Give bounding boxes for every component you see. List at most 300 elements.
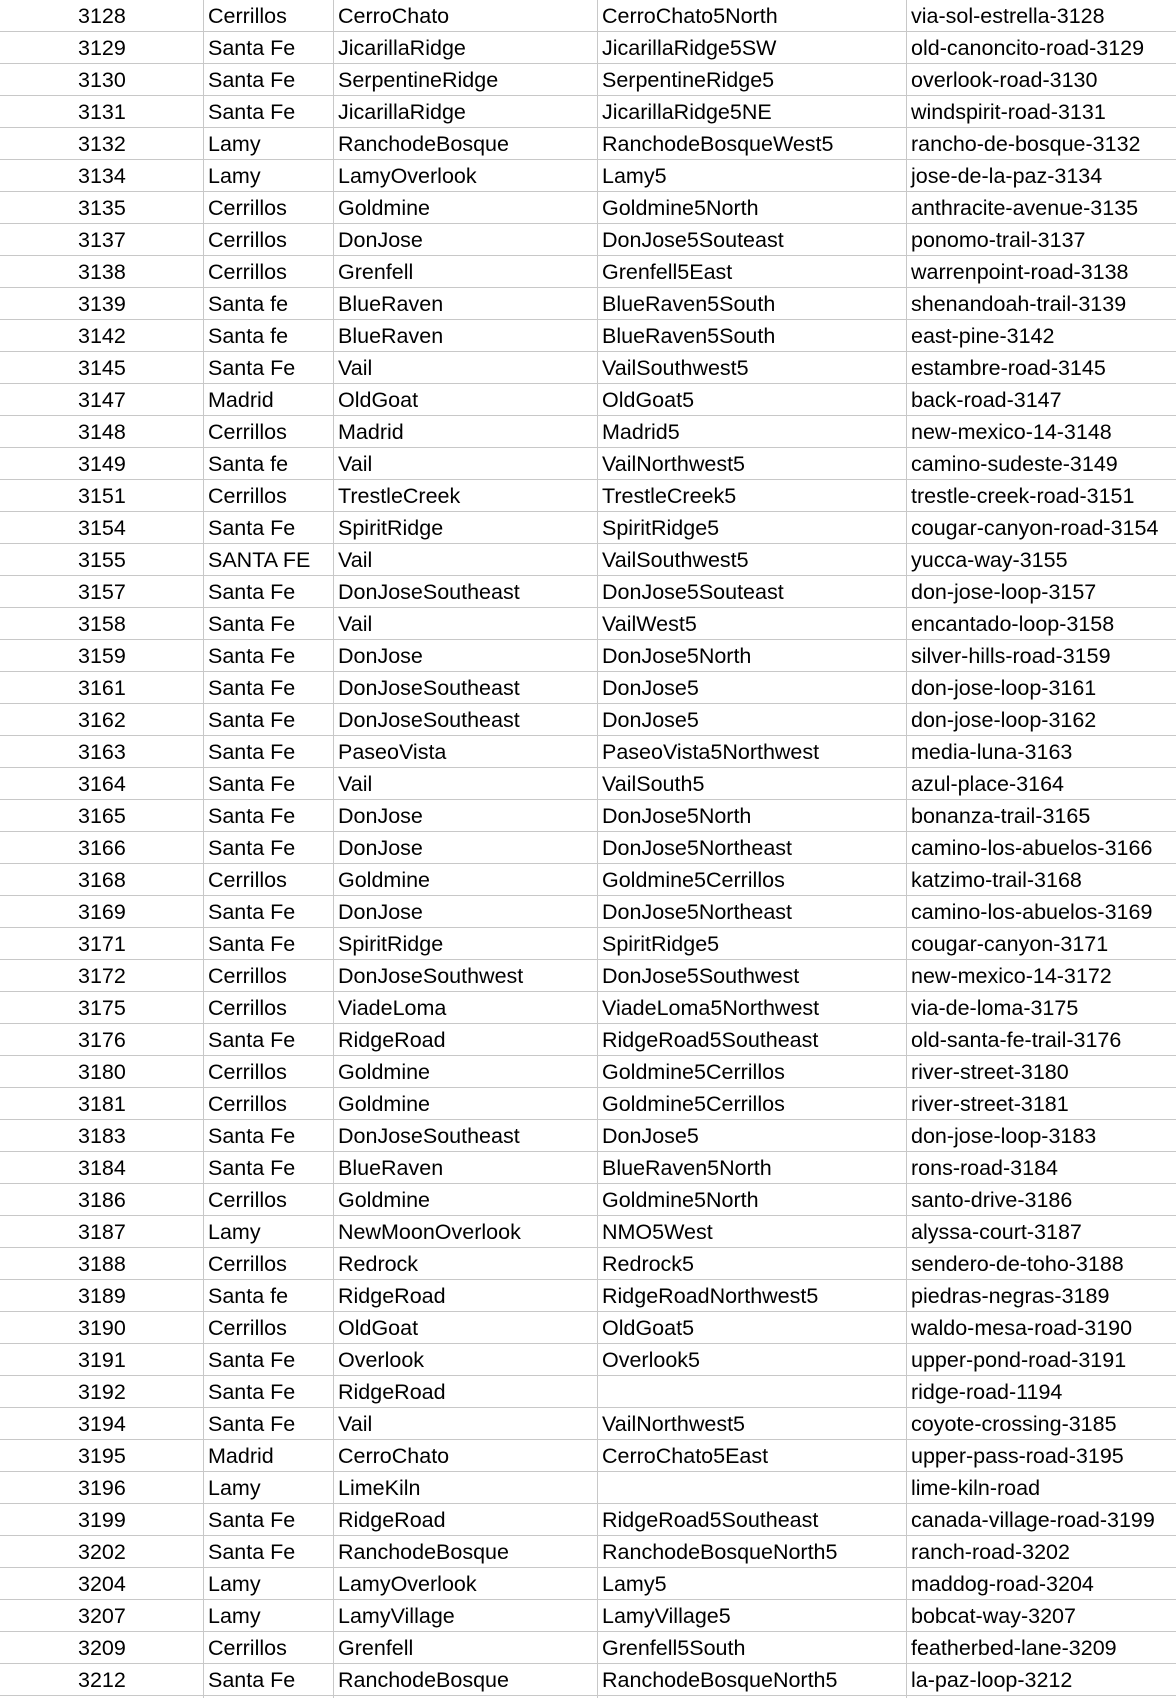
cell-id[interactable]: 3131 bbox=[78, 100, 126, 124]
cell-id[interactable]: 3158 bbox=[78, 612, 126, 636]
cell-address[interactable]: yucca-way-3155 bbox=[911, 548, 1068, 572]
cell-id[interactable]: 3161 bbox=[78, 676, 126, 700]
cell-id[interactable]: 3199 bbox=[78, 1508, 126, 1532]
cell-id[interactable]: 3157 bbox=[78, 580, 126, 604]
cell-address[interactable]: river-street-3181 bbox=[911, 1092, 1069, 1116]
cell-area[interactable]: DonJoseSoutheast bbox=[338, 1124, 520, 1148]
cell-area[interactable]: Overlook bbox=[338, 1348, 425, 1372]
cell-city[interactable]: Cerrillos bbox=[208, 228, 287, 252]
cell-city[interactable]: Madrid bbox=[208, 388, 274, 412]
cell-area[interactable]: JicarillaRidge bbox=[338, 36, 466, 60]
cell-zone[interactable]: NMO5West bbox=[602, 1220, 713, 1244]
cell-area[interactable]: SerpentineRidge bbox=[338, 68, 499, 92]
cell-city[interactable]: Santa Fe bbox=[208, 612, 296, 636]
cell-area[interactable]: RanchodeBosque bbox=[338, 132, 509, 156]
cell-zone[interactable]: LamyVillage5 bbox=[602, 1604, 731, 1628]
cell-address[interactable]: upper-pond-road-3191 bbox=[911, 1348, 1127, 1372]
table-row bbox=[0, 288, 1176, 320]
table-row bbox=[0, 544, 1176, 576]
cell-zone[interactable]: BlueRaven5South bbox=[602, 292, 776, 316]
cell-zone[interactable]: VailNorthwest5 bbox=[602, 452, 745, 476]
cell-city[interactable]: Santa Fe bbox=[208, 1156, 296, 1180]
cell-area[interactable]: Redrock bbox=[338, 1252, 419, 1276]
table-row bbox=[0, 704, 1176, 736]
cell-id[interactable]: 3139 bbox=[78, 292, 126, 316]
cell-area[interactable]: OldGoat bbox=[338, 1316, 419, 1340]
cell-address[interactable]: media-luna-3163 bbox=[911, 740, 1073, 764]
cell-address[interactable]: old-canoncito-road-3129 bbox=[911, 36, 1145, 60]
cell-area[interactable]: DonJose bbox=[338, 644, 423, 668]
cell-zone[interactable]: ViadeLoma5Northwest bbox=[602, 996, 820, 1020]
cell-area[interactable]: Vail bbox=[338, 548, 373, 572]
cell-id[interactable]: 3147 bbox=[78, 388, 126, 412]
table-row bbox=[0, 512, 1176, 544]
cell-zone[interactable]: DonJose5Northeast bbox=[602, 900, 793, 924]
cell-id[interactable]: 3175 bbox=[78, 996, 126, 1020]
cell-address[interactable]: don-jose-loop-3161 bbox=[911, 676, 1097, 700]
cell-city[interactable]: Cerrillos bbox=[208, 260, 287, 284]
cell-area[interactable]: CerroChato bbox=[338, 4, 450, 28]
cell-zone[interactable]: SerpentineRidge5 bbox=[602, 68, 775, 92]
cell-zone[interactable]: VailSouthwest5 bbox=[602, 548, 749, 572]
cell-city[interactable]: Santa Fe bbox=[208, 516, 296, 540]
cell-address[interactable]: jose-de-la-paz-3134 bbox=[911, 164, 1103, 188]
cell-zone[interactable]: Goldmine5North bbox=[602, 1188, 759, 1212]
cell-address[interactable]: ranch-road-3202 bbox=[911, 1540, 1070, 1564]
cell-address[interactable]: bobcat-way-3207 bbox=[911, 1604, 1076, 1628]
cell-city[interactable]: Santa Fe bbox=[208, 580, 296, 604]
cell-address[interactable]: maddog-road-3204 bbox=[911, 1572, 1094, 1596]
cell-area[interactable]: DonJoseSoutheast bbox=[338, 580, 520, 604]
cell-zone[interactable]: Goldmine5North bbox=[602, 196, 759, 220]
cell-area[interactable]: NewMoonOverlook bbox=[338, 1220, 521, 1244]
table-row bbox=[0, 896, 1176, 928]
cell-city[interactable]: Lamy bbox=[208, 1604, 261, 1628]
cell-address[interactable]: piedras-negras-3189 bbox=[911, 1284, 1110, 1308]
cell-area[interactable]: BlueRaven bbox=[338, 292, 444, 316]
cell-city[interactable]: Santa Fe bbox=[208, 1348, 296, 1372]
cell-zone[interactable]: Grenfell5South bbox=[602, 1636, 746, 1660]
cell-zone[interactable]: SpiritRidge5 bbox=[602, 932, 720, 956]
cell-area[interactable]: LamyOverlook bbox=[338, 164, 477, 188]
cell-id[interactable]: 3192 bbox=[78, 1380, 126, 1404]
cell-area[interactable]: LamyOverlook bbox=[338, 1572, 477, 1596]
cell-zone[interactable]: DonJose5 bbox=[602, 1124, 699, 1148]
cell-address[interactable]: camino-los-abuelos-3166 bbox=[911, 836, 1153, 860]
cell-zone[interactable]: BlueRaven5North bbox=[602, 1156, 772, 1180]
table-row bbox=[0, 1120, 1176, 1152]
table-row bbox=[0, 160, 1176, 192]
cell-area[interactable]: DonJose bbox=[338, 900, 423, 924]
cell-area[interactable]: Goldmine bbox=[338, 1188, 431, 1212]
cell-area[interactable]: LimeKiln bbox=[338, 1476, 421, 1500]
cell-address[interactable]: alyssa-court-3187 bbox=[911, 1220, 1082, 1244]
cell-area[interactable]: RidgeRoad bbox=[338, 1508, 446, 1532]
cell-id[interactable]: 3209 bbox=[78, 1636, 126, 1660]
table-row bbox=[0, 800, 1176, 832]
cell-area[interactable]: Vail bbox=[338, 772, 373, 796]
cell-zone[interactable]: Lamy5 bbox=[602, 164, 667, 188]
cell-id[interactable]: 3159 bbox=[78, 644, 126, 668]
cell-zone[interactable]: Goldmine5Cerrillos bbox=[602, 868, 785, 892]
cell-address[interactable]: bonanza-trail-3165 bbox=[911, 804, 1091, 828]
cell-area[interactable]: Vail bbox=[338, 612, 373, 636]
cell-id[interactable]: 3142 bbox=[78, 324, 126, 348]
cell-city[interactable]: Santa Fe bbox=[208, 1124, 296, 1148]
cell-area[interactable]: ViadeLoma bbox=[338, 996, 447, 1020]
cell-id[interactable]: 3183 bbox=[78, 1124, 126, 1148]
cell-zone[interactable]: Madrid5 bbox=[602, 420, 680, 444]
cell-id[interactable]: 3151 bbox=[78, 484, 126, 508]
cell-city[interactable]: Cerrillos bbox=[208, 4, 287, 28]
cell-address[interactable]: encantado-loop-3158 bbox=[911, 612, 1115, 636]
cell-id[interactable]: 3129 bbox=[78, 36, 126, 60]
cell-area[interactable]: RidgeRoad bbox=[338, 1284, 446, 1308]
cell-city[interactable]: Santa Fe bbox=[208, 708, 296, 732]
cell-id[interactable]: 3202 bbox=[78, 1540, 126, 1564]
cell-city[interactable]: Santa Fe bbox=[208, 36, 296, 60]
table-row bbox=[0, 736, 1176, 768]
cell-area[interactable]: Madrid bbox=[338, 420, 404, 444]
cell-area[interactable]: RidgeRoad bbox=[338, 1028, 446, 1052]
cell-address[interactable]: santo-drive-3186 bbox=[911, 1188, 1073, 1212]
cell-area[interactable]: RanchodeBosque bbox=[338, 1668, 509, 1692]
cell-address[interactable]: shenandoah-trail-3139 bbox=[911, 292, 1127, 316]
cell-zone[interactable]: OldGoat5 bbox=[602, 1316, 695, 1340]
table-row bbox=[0, 1344, 1176, 1376]
cell-city[interactable]: Cerrillos bbox=[208, 1060, 287, 1084]
cell-address[interactable]: ridge-road-1194 bbox=[911, 1380, 1063, 1404]
table-row bbox=[0, 1440, 1176, 1472]
cell-id[interactable]: 3137 bbox=[78, 228, 126, 252]
cell-city[interactable]: Cerrillos bbox=[208, 1188, 287, 1212]
cell-id[interactable]: 3149 bbox=[78, 452, 126, 476]
table-row bbox=[0, 0, 1176, 32]
cell-id[interactable]: 3194 bbox=[78, 1412, 126, 1436]
cell-address[interactable]: don-jose-loop-3183 bbox=[911, 1124, 1097, 1148]
cell-id[interactable]: 3166 bbox=[78, 836, 126, 860]
cell-city[interactable]: Santa fe bbox=[208, 1284, 289, 1308]
cell-area[interactable]: CerroChato bbox=[338, 1444, 450, 1468]
cell-city[interactable]: Madrid bbox=[208, 1444, 274, 1468]
cell-area[interactable]: BlueRaven bbox=[338, 1156, 444, 1180]
cell-area[interactable]: RidgeRoad bbox=[338, 1380, 446, 1404]
cell-id[interactable]: 3145 bbox=[78, 356, 126, 380]
cell-area[interactable]: Goldmine bbox=[338, 1060, 431, 1084]
cell-city[interactable]: Cerrillos bbox=[208, 196, 287, 220]
table-row bbox=[0, 480, 1176, 512]
cell-id[interactable]: 3188 bbox=[78, 1252, 126, 1276]
cell-zone[interactable]: Grenfell5East bbox=[602, 260, 733, 284]
cell-area[interactable]: Goldmine bbox=[338, 196, 431, 220]
cell-zone[interactable]: DonJose5Northeast bbox=[602, 836, 793, 860]
cell-city[interactable]: Santa Fe bbox=[208, 1540, 296, 1564]
cell-address[interactable]: ponomo-trail-3137 bbox=[911, 228, 1086, 252]
cell-zone[interactable]: DonJose5 bbox=[602, 676, 699, 700]
cell-zone[interactable]: CerroChato5North bbox=[602, 4, 778, 28]
cell-id[interactable]: 3190 bbox=[78, 1316, 126, 1340]
cell-city[interactable]: Lamy bbox=[208, 1220, 261, 1244]
cell-zone[interactable]: TrestleCreek5 bbox=[602, 484, 737, 508]
cell-city[interactable]: Santa Fe bbox=[208, 740, 296, 764]
cell-address[interactable]: coyote-crossing-3185 bbox=[911, 1412, 1117, 1436]
cell-address[interactable]: via-de-loma-3175 bbox=[911, 996, 1079, 1020]
cell-zone[interactable]: CerroChato5East bbox=[602, 1444, 769, 1468]
cell-area[interactable]: SpiritRidge bbox=[338, 932, 444, 956]
cell-city[interactable]: Lamy bbox=[208, 164, 261, 188]
cell-id[interactable]: 3181 bbox=[78, 1092, 126, 1116]
cell-city[interactable]: Santa Fe bbox=[208, 1412, 296, 1436]
cell-area[interactable]: BlueRaven bbox=[338, 324, 444, 348]
cell-address[interactable]: east-pine-3142 bbox=[911, 324, 1055, 348]
cell-zone[interactable]: VailSouthwest5 bbox=[602, 356, 749, 380]
cell-zone[interactable]: DonJose5North bbox=[602, 644, 752, 668]
cell-area[interactable]: OldGoat bbox=[338, 388, 419, 412]
cell-address[interactable]: cougar-canyon-3171 bbox=[911, 932, 1109, 956]
cell-id[interactable]: 3163 bbox=[78, 740, 126, 764]
cell-zone[interactable]: SpiritRidge5 bbox=[602, 516, 720, 540]
cell-zone[interactable]: Overlook5 bbox=[602, 1348, 700, 1372]
table-row bbox=[0, 1568, 1176, 1600]
cell-area[interactable]: PaseoVista bbox=[338, 740, 447, 764]
cell-zone[interactable]: DonJose5North bbox=[602, 804, 752, 828]
cell-id[interactable]: 3169 bbox=[78, 900, 126, 924]
cell-city[interactable]: Santa Fe bbox=[208, 1508, 296, 1532]
table-row bbox=[0, 1024, 1176, 1056]
cell-city[interactable]: Santa Fe bbox=[208, 804, 296, 828]
cell-zone[interactable]: BlueRaven5South bbox=[602, 324, 776, 348]
cell-address[interactable]: overlook-road-3130 bbox=[911, 68, 1098, 92]
cell-area[interactable]: DonJoseSoutheast bbox=[338, 708, 520, 732]
cell-zone[interactable]: DonJose5 bbox=[602, 708, 699, 732]
cell-city[interactable]: Cerrillos bbox=[208, 484, 287, 508]
cell-zone[interactable]: RidgeRoad5Southeast bbox=[602, 1508, 819, 1532]
cell-id[interactable]: 3171 bbox=[78, 932, 126, 956]
cell-area[interactable]: LamyVillage bbox=[338, 1604, 455, 1628]
table-row bbox=[0, 864, 1176, 896]
table-row bbox=[0, 1664, 1176, 1696]
cell-id[interactable]: 3168 bbox=[78, 868, 126, 892]
cell-area[interactable]: Grenfell bbox=[338, 1636, 414, 1660]
cell-id[interactable]: 3184 bbox=[78, 1156, 126, 1180]
cell-area[interactable]: Vail bbox=[338, 1412, 373, 1436]
cell-city[interactable]: Santa Fe bbox=[208, 356, 296, 380]
cell-area[interactable]: RanchodeBosque bbox=[338, 1540, 509, 1564]
cell-address[interactable]: cougar-canyon-road-3154 bbox=[911, 516, 1159, 540]
cell-address[interactable]: rancho-de-bosque-3132 bbox=[911, 132, 1141, 156]
cell-id[interactable]: 3212 bbox=[78, 1668, 126, 1692]
cell-area[interactable]: Goldmine bbox=[338, 868, 431, 892]
table-row bbox=[0, 96, 1176, 128]
cell-area[interactable]: DonJose bbox=[338, 804, 423, 828]
cell-zone[interactable]: VailSouth5 bbox=[602, 772, 705, 796]
table-row bbox=[0, 1376, 1176, 1408]
cell-address[interactable]: don-jose-loop-3162 bbox=[911, 708, 1097, 732]
cell-city[interactable]: SANTA FE bbox=[208, 548, 311, 572]
cell-id[interactable]: 3130 bbox=[78, 68, 126, 92]
table-row bbox=[0, 608, 1176, 640]
cell-area[interactable]: TrestleCreek bbox=[338, 484, 461, 508]
cell-city[interactable]: Santa fe bbox=[208, 292, 289, 316]
cell-zone[interactable]: RanchodeBosqueNorth5 bbox=[602, 1540, 838, 1564]
cell-city[interactable]: Santa Fe bbox=[208, 1028, 296, 1052]
table-row bbox=[0, 256, 1176, 288]
cell-area[interactable]: Goldmine bbox=[338, 1092, 431, 1116]
cell-area[interactable]: JicarillaRidge bbox=[338, 100, 466, 124]
cell-id[interactable]: 3189 bbox=[78, 1284, 126, 1308]
table-row bbox=[0, 1408, 1176, 1440]
cell-area[interactable]: DonJose bbox=[338, 228, 423, 252]
cell-area[interactable]: DonJose bbox=[338, 836, 423, 860]
cell-address[interactable]: anthracite-avenue-3135 bbox=[911, 196, 1139, 220]
cell-id[interactable]: 3164 bbox=[78, 772, 126, 796]
cell-city[interactable]: Cerrillos bbox=[208, 1636, 287, 1660]
cell-id[interactable]: 3128 bbox=[78, 4, 126, 28]
table-row bbox=[0, 1184, 1176, 1216]
cell-id[interactable]: 3172 bbox=[78, 964, 126, 988]
cell-city[interactable]: Santa Fe bbox=[208, 100, 296, 124]
cell-id[interactable]: 3196 bbox=[78, 1476, 126, 1500]
table-row bbox=[0, 1152, 1176, 1184]
cell-id[interactable]: 3176 bbox=[78, 1028, 126, 1052]
table-row bbox=[0, 1216, 1176, 1248]
cell-city[interactable]: Santa Fe bbox=[208, 1668, 296, 1692]
table-row bbox=[0, 640, 1176, 672]
cell-zone[interactable] bbox=[597, 1472, 906, 1504]
cell-address[interactable]: featherbed-lane-3209 bbox=[911, 1636, 1117, 1660]
cell-zone[interactable]: Goldmine5Cerrillos bbox=[602, 1060, 785, 1084]
table-row bbox=[0, 1632, 1176, 1664]
cell-area[interactable]: DonJoseSouthwest bbox=[338, 964, 524, 988]
cell-address[interactable]: camino-sudeste-3149 bbox=[911, 452, 1118, 476]
cell-id[interactable]: 3162 bbox=[78, 708, 126, 732]
cell-address[interactable]: upper-pass-road-3195 bbox=[911, 1444, 1124, 1468]
cell-area[interactable]: DonJoseSoutheast bbox=[338, 676, 520, 700]
cell-city[interactable]: Santa Fe bbox=[208, 932, 296, 956]
cell-city[interactable]: Santa fe bbox=[208, 452, 289, 476]
cell-address[interactable]: new-mexico-14-3172 bbox=[911, 964, 1112, 988]
cell-address[interactable]: rons-road-3184 bbox=[911, 1156, 1059, 1180]
cell-id[interactable]: 3207 bbox=[78, 1604, 126, 1628]
cell-zone[interactable]: DonJose5Souteast bbox=[602, 228, 784, 252]
cell-address[interactable]: don-jose-loop-3157 bbox=[911, 580, 1097, 604]
cell-address[interactable]: trestle-creek-road-3151 bbox=[911, 484, 1135, 508]
cell-id[interactable]: 3138 bbox=[78, 260, 126, 284]
cell-zone[interactable]: RanchodeBosqueNorth5 bbox=[602, 1668, 838, 1692]
table-row bbox=[0, 1536, 1176, 1568]
cell-id[interactable]: 3155 bbox=[78, 548, 126, 572]
cell-zone[interactable]: DonJose5Souteast bbox=[602, 580, 784, 604]
cell-area[interactable]: Grenfell bbox=[338, 260, 414, 284]
cell-city[interactable]: Santa fe bbox=[208, 324, 289, 348]
cell-city[interactable]: Cerrillos bbox=[208, 868, 287, 892]
cell-address[interactable]: lime-kiln-road bbox=[911, 1476, 1041, 1500]
cell-address[interactable]: canada-village-road-3199 bbox=[911, 1508, 1155, 1532]
cell-id[interactable]: 3186 bbox=[78, 1188, 126, 1212]
cell-city[interactable]: Lamy bbox=[208, 1476, 261, 1500]
cell-id[interactable]: 3154 bbox=[78, 516, 126, 540]
cell-city[interactable]: Santa Fe bbox=[208, 900, 296, 924]
cell-address[interactable]: river-street-3180 bbox=[911, 1060, 1069, 1084]
cell-city[interactable]: Cerrillos bbox=[208, 1092, 287, 1116]
cell-zone[interactable]: OldGoat5 bbox=[602, 388, 695, 412]
cell-city[interactable]: Santa Fe bbox=[208, 1380, 296, 1404]
cell-city[interactable]: Santa Fe bbox=[208, 68, 296, 92]
table-row bbox=[0, 1312, 1176, 1344]
cell-address[interactable]: estambre-road-3145 bbox=[911, 356, 1106, 380]
cell-address[interactable]: katzimo-trail-3168 bbox=[911, 868, 1082, 892]
cell-id[interactable]: 3204 bbox=[78, 1572, 126, 1596]
cell-address[interactable]: waldo-mesa-road-3190 bbox=[911, 1316, 1133, 1340]
cell-id[interactable]: 3180 bbox=[78, 1060, 126, 1084]
cell-address[interactable]: old-santa-fe-trail-3176 bbox=[911, 1028, 1122, 1052]
cell-zone[interactable]: Redrock5 bbox=[602, 1252, 695, 1276]
table-row bbox=[0, 448, 1176, 480]
cell-zone[interactable]: RidgeRoadNorthwest5 bbox=[602, 1284, 819, 1308]
cell-id[interactable]: 3191 bbox=[78, 1348, 126, 1372]
cell-city[interactable]: Lamy bbox=[208, 132, 261, 156]
cell-id[interactable]: 3132 bbox=[78, 132, 126, 156]
cell-id[interactable]: 3165 bbox=[78, 804, 126, 828]
table-row bbox=[0, 64, 1176, 96]
cell-address[interactable]: sendero-de-toho-3188 bbox=[911, 1252, 1124, 1276]
table-row bbox=[0, 1056, 1176, 1088]
table-row bbox=[0, 992, 1176, 1024]
cell-zone[interactable]: DonJose5Southwest bbox=[602, 964, 800, 988]
cell-zone[interactable]: VailNorthwest5 bbox=[602, 1412, 745, 1436]
cell-id[interactable]: 3134 bbox=[78, 164, 126, 188]
cell-zone[interactable]: VailWest5 bbox=[602, 612, 697, 636]
cell-id[interactable]: 3135 bbox=[78, 196, 126, 220]
cell-area[interactable]: Vail bbox=[338, 356, 373, 380]
cell-zone[interactable]: PaseoVista5Northwest bbox=[602, 740, 820, 764]
cell-address[interactable]: silver-hills-road-3159 bbox=[911, 644, 1111, 668]
cell-city[interactable]: Santa Fe bbox=[208, 676, 296, 700]
cell-address[interactable]: la-paz-loop-3212 bbox=[911, 1668, 1073, 1692]
cell-city[interactable]: Cerrillos bbox=[208, 1252, 287, 1276]
cell-id[interactable]: 3195 bbox=[78, 1444, 126, 1468]
cell-area[interactable]: SpiritRidge bbox=[338, 516, 444, 540]
cell-city[interactable]: Cerrillos bbox=[208, 996, 287, 1020]
cell-zone[interactable]: RanchodeBosqueWest5 bbox=[602, 132, 834, 156]
cell-zone[interactable]: JicarillaRidge5SW bbox=[602, 36, 777, 60]
cell-address[interactable]: warrenpoint-road-3138 bbox=[911, 260, 1129, 284]
cell-address[interactable]: via-sol-estrella-3128 bbox=[911, 4, 1105, 28]
cell-id[interactable]: 3187 bbox=[78, 1220, 126, 1244]
cell-area[interactable]: Vail bbox=[338, 452, 373, 476]
cell-zone[interactable]: Goldmine5Cerrillos bbox=[602, 1092, 785, 1116]
cell-city[interactable]: Santa Fe bbox=[208, 644, 296, 668]
cell-zone[interactable] bbox=[597, 1376, 906, 1408]
table-row bbox=[0, 32, 1176, 64]
cell-address[interactable]: azul-place-3164 bbox=[911, 772, 1064, 796]
cell-address[interactable]: new-mexico-14-3148 bbox=[911, 420, 1112, 444]
cell-zone[interactable]: JicarillaRidge5NE bbox=[602, 100, 772, 124]
cell-id[interactable]: 3148 bbox=[78, 420, 126, 444]
cell-address[interactable]: camino-los-abuelos-3169 bbox=[911, 900, 1153, 924]
cell-zone[interactable]: RidgeRoad5Southeast bbox=[602, 1028, 819, 1052]
cell-address[interactable]: back-road-3147 bbox=[911, 388, 1062, 412]
cell-city[interactable]: Santa Fe bbox=[208, 772, 296, 796]
cell-city[interactable]: Cerrillos bbox=[208, 964, 287, 988]
table-row bbox=[0, 1280, 1176, 1312]
cell-address[interactable]: windspirit-road-3131 bbox=[911, 100, 1106, 124]
cell-city[interactable]: Cerrillos bbox=[208, 420, 287, 444]
cell-city[interactable]: Santa Fe bbox=[208, 836, 296, 860]
cell-zone[interactable]: Lamy5 bbox=[602, 1572, 667, 1596]
cell-city[interactable]: Cerrillos bbox=[208, 1316, 287, 1340]
cell-city[interactable]: Lamy bbox=[208, 1572, 261, 1596]
